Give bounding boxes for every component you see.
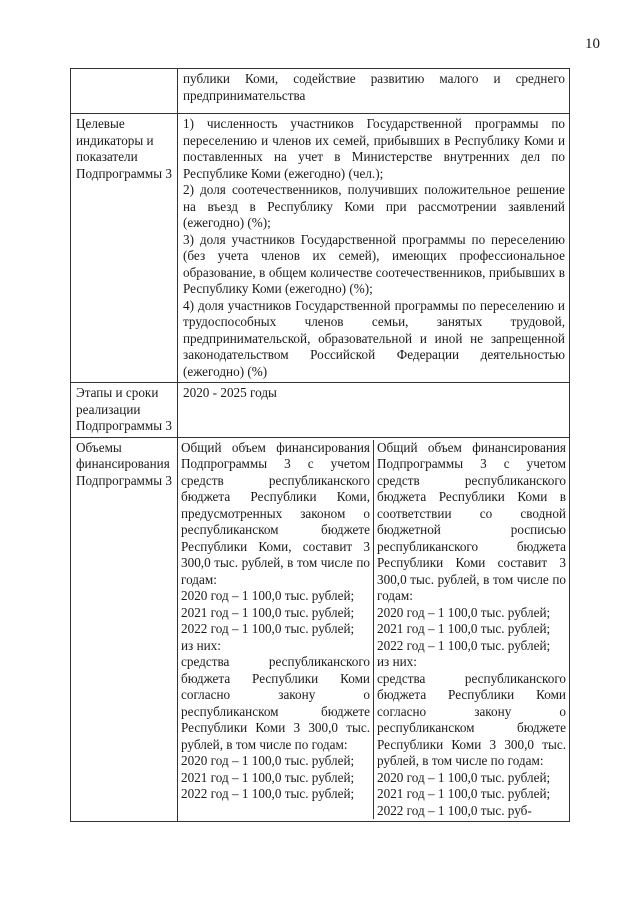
table-row xyxy=(71,69,570,114)
intro-label-cell xyxy=(71,69,178,114)
program-passport-table xyxy=(70,68,570,822)
stages-text: 2020 - 2025 годы xyxy=(178,383,570,438)
indicator-item: 4) доля участников Государственной программы по переселению и трудоспособных членов семьи, занятых трудовой, предпринимательской, образовательной и иной не запрещенной законодательством Российской Федерации деятельностью (ежегодно) (%) xyxy=(183,297,565,379)
indicators-label: Целевые индикаторы и показатели Подпрограммы 3 xyxy=(71,114,178,383)
indicator-item: 2) доля соотечественников, получивших положительное решение на въезд в Республику Коми при рассмотрении заявлений (ежегодно) (%); xyxy=(183,182,565,230)
indicators-list xyxy=(178,114,570,383)
indicator-item: 3) доля участников Государственной программы по переселению (без учета членов их семей), имеющих профессиональное образование, в общем количестве соотечественников, прибывших в Республику Коми (ежегодно) (%); xyxy=(183,231,565,296)
year-amount: 2022 год – 1 100,0 тыс. рублей; xyxy=(181,621,355,636)
table-row xyxy=(71,114,570,383)
year-amount: 2020 год – 1 100,0 тыс. рублей; xyxy=(181,753,355,768)
stages-label: Этапы и сроки реализации Подпрограммы 3 xyxy=(71,383,178,438)
finance-intro: Общий объем финансирования Подпрограммы 3 с учетом средств республиканского бюджета Республики Коми, предусмотренных законом о республиканском бюджете Республики Коми, составит 3 300,0 тыс. рублей, в том числе по годам: xyxy=(181,439,370,587)
year-amount: 2020 год – 1 100,0 тыс. рублей; xyxy=(377,604,551,620)
year-amount: 2020 год – 1 100,0 тыс. рублей; xyxy=(377,769,551,785)
year-amount: 2021 год – 1 100,0 тыс. рублей; xyxy=(377,786,551,801)
finance-label: Объемы финансирования Подпрограммы 3 xyxy=(71,437,178,822)
intro-text: публики Коми, содействие развитию малого и среднего предпринимательства xyxy=(178,69,570,114)
year-amount: 2022 год – 1 100,0 тыс. рублей; xyxy=(181,786,355,801)
budget-text: средства республиканского бюджета Республики Коми согласно закону о республиканском бюджете Республики Коми 3 300,0 тыс. рублей, в том числе по годам: xyxy=(181,654,370,752)
from-them: из них: xyxy=(181,637,221,653)
from-them: из них: xyxy=(377,654,417,669)
year-amount: 2022 год – 1 100,0 тыс. рублей; xyxy=(377,637,551,653)
finance-right-column xyxy=(373,440,569,820)
table-row xyxy=(71,437,570,822)
page-number: 10 xyxy=(585,36,600,52)
finance-left-column xyxy=(178,440,373,820)
budget-text: средства республиканского бюджета Республики Коми согласно закону о республиканском бюджете Республики Коми 3 300,0 тыс. рублей, в том числе по годам: xyxy=(377,670,566,768)
year-amount: 2021 год – 1 100,0 тыс. рублей; xyxy=(377,621,551,636)
year-amount: 2020 год – 1 100,0 тыс. рублей; xyxy=(181,588,355,603)
year-amount: 2021 год – 1 100,0 тыс. рублей; xyxy=(181,769,355,785)
table-row xyxy=(71,383,570,438)
finance-intro: Общий объем финансирования Подпрограммы 3 с учетом средств республиканского бюджета Республики Коми в соответствии со сводной бюджетной росписью республиканского бюджета Республики Коми составит 3 300,0 тыс. рублей, в том числе по годам: xyxy=(377,439,566,603)
year-amount: 2021 год – 1 100,0 тыс. рублей; xyxy=(181,604,355,620)
indicator-item: 1) численность участников Государственной программы по переселению и членов их семей, прибывших в Республику Коми и поставленных на учет в Министерстве внутренних дел по Республике Коми (ежегодно) (чел.); xyxy=(183,116,565,181)
finance-cell xyxy=(178,437,570,822)
year-amount: 2022 год – 1 100,0 тыс. руб- xyxy=(377,802,532,818)
finance-columns xyxy=(178,440,569,820)
